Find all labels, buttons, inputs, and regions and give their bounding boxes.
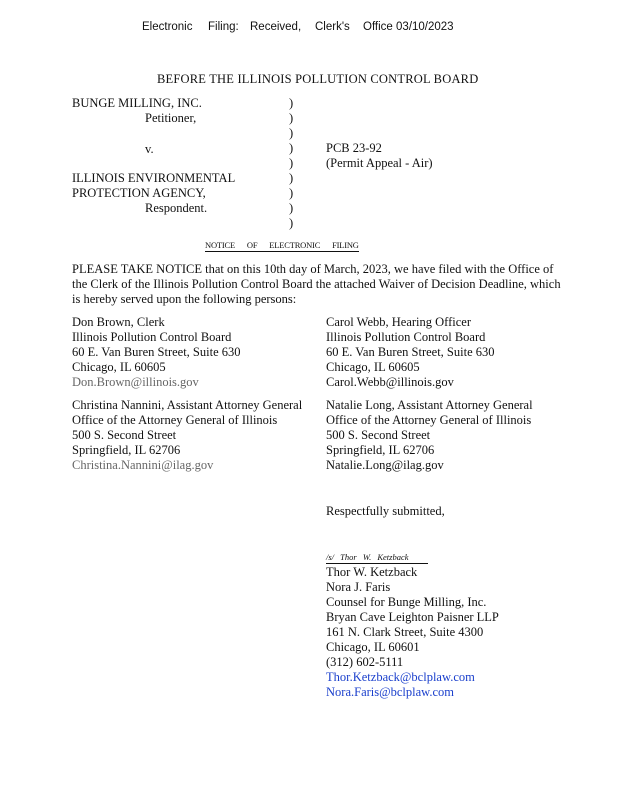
email-link[interactable]: Nora.Faris@bclplaw.com	[326, 685, 455, 699]
paren: )	[289, 171, 294, 185]
firm-city: Chicago, IL 60601	[326, 640, 420, 654]
board-title: BEFORE THE ILLINOIS POLLUTION CONTROL BOARD	[157, 72, 479, 86]
respondent-role: Respondent.	[145, 201, 208, 215]
counsel-name: Thor W. Ketzback	[326, 565, 418, 579]
paren: )	[289, 201, 294, 215]
notice-heading: NOTICE OF ELECTRONIC FILING	[205, 240, 359, 250]
recipient-city: Springfield, IL 62706	[326, 443, 435, 457]
signature-line: /s/ Thor W. Ketzback	[326, 552, 428, 564]
recipient-org: Office of the Attorney General of Illinois	[72, 413, 278, 427]
recipient-email: Christina.Nannini@ilag.gov	[72, 458, 214, 472]
recipient-name: Carol Webb, Hearing Officer	[326, 315, 472, 329]
recipient-email: Natalie.Long@ilag.gov	[326, 458, 444, 472]
counsel-name: Nora J. Faris	[326, 580, 391, 594]
stamp-electronic: Electronic	[142, 21, 193, 33]
versus: v.	[145, 142, 154, 156]
counsel-role: Counsel for Bunge Milling, Inc.	[326, 595, 487, 609]
closing: Respectfully submitted,	[326, 504, 445, 518]
recipient-street: 500 S. Second Street	[326, 428, 431, 442]
law-firm: Bryan Cave Leighton Paisner LLP	[326, 610, 499, 624]
recipient-org: Office of the Attorney General of Illinois	[326, 413, 532, 427]
recipient-street: 60 E. Van Buren Street, Suite 630	[72, 345, 241, 359]
paren: )	[289, 156, 294, 170]
notice-paragraph: PLEASE TAKE NOTICE that on this 10th day of March, 2023, we have filed with the Office of the Clerk of the Illinois Pollution Control Board the attached Waiver of Decision Deadline, which is hereby served upon the following persons:	[72, 262, 561, 306]
recipient-city: Chicago, IL 60605	[72, 360, 166, 374]
paren: )	[289, 216, 294, 230]
recipient-city: Chicago, IL 60605	[326, 360, 420, 374]
recipient-org: Illinois Pollution Control Board	[326, 330, 486, 344]
service-entry	[326, 315, 495, 390]
service-entry	[72, 315, 241, 390]
respondent-line1: ILLINOIS ENVIRONMENTAL	[72, 171, 236, 185]
recipient-name: Don Brown, Clerk	[72, 315, 165, 329]
recipient-org: Illinois Pollution Control Board	[72, 330, 232, 344]
recipient-city: Springfield, IL 62706	[72, 443, 181, 457]
service-entry	[326, 398, 533, 473]
paren: )	[289, 186, 294, 200]
paren: )	[289, 126, 294, 140]
recipient-name: Christina Nannini, Assistant Attorney General	[72, 398, 303, 412]
recipient-street: 60 E. Van Buren Street, Suite 630	[326, 345, 495, 359]
stamp-office-date: Office 03/10/2023	[363, 21, 454, 33]
respondent-line2: PROTECTION AGENCY,	[72, 186, 206, 200]
paren: )	[289, 111, 294, 125]
recipient-street: 500 S. Second Street	[72, 428, 177, 442]
firm-street: 161 N. Clark Street, Suite 4300	[326, 625, 484, 639]
firm-phone: (312) 602-5111	[326, 655, 404, 669]
recipient-email: Don.Brown@illinois.gov	[72, 375, 199, 389]
stamp-received: Received,	[250, 21, 302, 33]
signature-block	[326, 565, 499, 700]
stamp-filing: Filing:	[208, 21, 239, 33]
recipient-name: Natalie Long, Assistant Attorney General	[326, 398, 533, 412]
case-number: PCB 23-92	[326, 141, 382, 155]
paren: )	[289, 96, 294, 110]
petitioner-role: Petitioner,	[145, 111, 197, 125]
petitioner-name: BUNGE MILLING, INC.	[72, 96, 202, 110]
stamp-clerks: Clerk's	[315, 21, 350, 33]
email-link[interactable]: Thor.Ketzback@bclplaw.com	[326, 670, 475, 684]
case-type: (Permit Appeal - Air)	[326, 156, 433, 170]
service-entry	[72, 398, 302, 473]
paren: )	[289, 141, 294, 155]
recipient-email: Carol.Webb@illinois.gov	[326, 375, 454, 389]
